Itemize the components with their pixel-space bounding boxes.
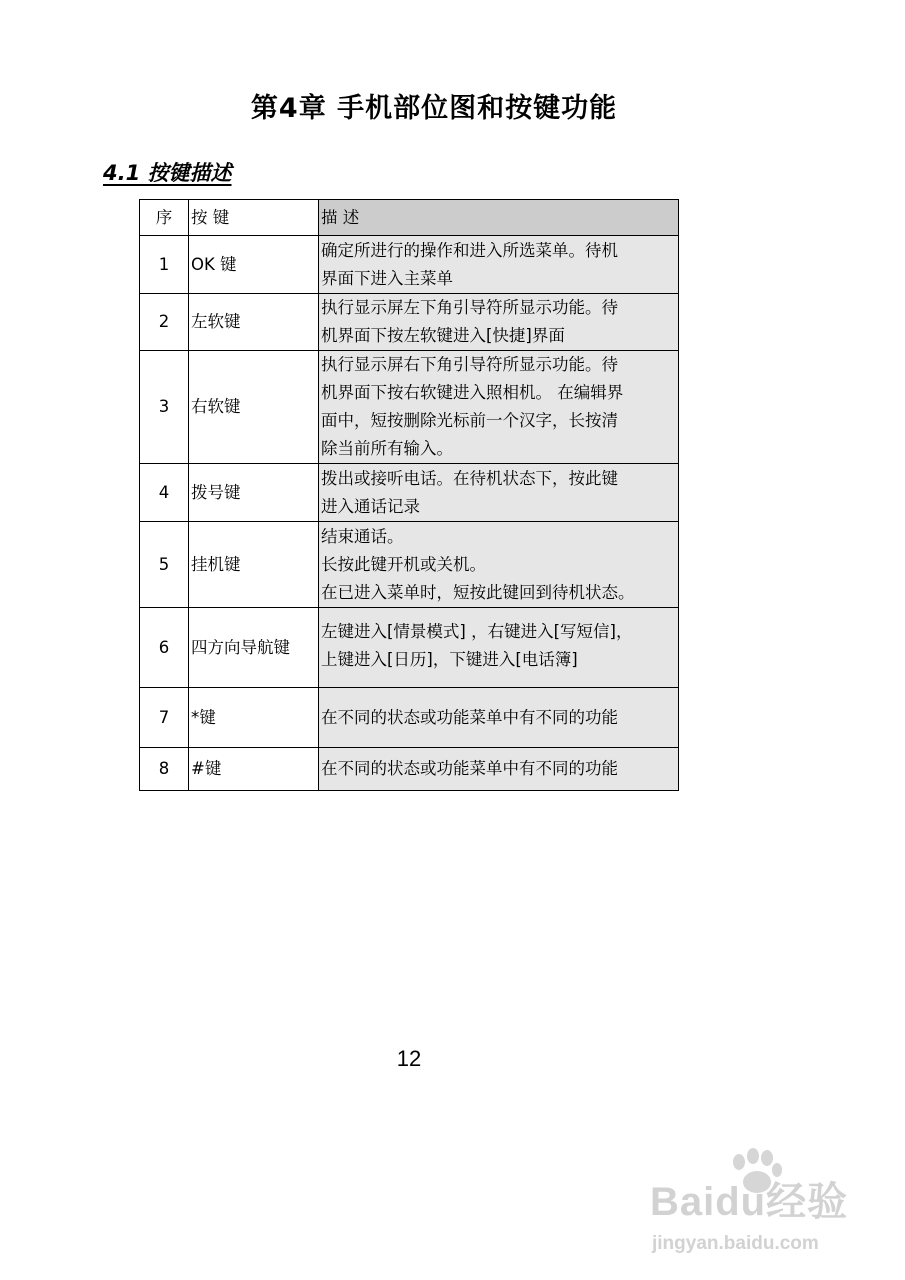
row-no: 8	[140, 748, 189, 791]
table-header-row	[140, 200, 679, 236]
row-key: *键	[189, 688, 319, 748]
row-key: OK 键	[189, 236, 319, 294]
row-no: 7	[140, 688, 189, 748]
row-key: 挂机键	[189, 522, 319, 608]
row-desc: 在不同的状态或功能菜单中有不同的功能	[319, 688, 679, 748]
header-key: 按 键	[189, 200, 319, 236]
table-row	[140, 608, 679, 688]
row-desc: 执行显示屏右下角引导符所显示功能。待 机界面下按右软键进入照相机。 在编辑界 面中，短按删除光标前一个汉字，长按清 除当前所有输入。	[319, 351, 679, 464]
table-row	[140, 236, 679, 294]
row-desc: 左键进入[情景模式] ，右键进入[写短信]， 上键进入[日历]，下键进入[电话簿]	[319, 608, 679, 688]
key-description-table	[139, 199, 679, 791]
row-no: 2	[140, 294, 189, 351]
table-row	[140, 294, 679, 351]
row-desc: 执行显示屏左下角引导符所显示功能。待 机界面下按左软键进入[快捷]界面	[319, 294, 679, 351]
row-key: 左软键	[189, 294, 319, 351]
row-key: #键	[189, 748, 319, 791]
row-no: 1	[140, 236, 189, 294]
row-desc: 结束通话。 长按此键开机或关机。 在已进入菜单时，短按此键回到待机状态。	[319, 522, 679, 608]
row-key: 右软键	[189, 351, 319, 464]
row-desc: 在不同的状态或功能菜单中有不同的功能	[319, 748, 679, 791]
page-number: 12	[396, 1046, 422, 1071]
header-no: 序	[140, 200, 189, 236]
row-no: 4	[140, 464, 189, 522]
row-key: 四方向导航键	[189, 608, 319, 688]
row-desc: 确定所进行的操作和进入所选菜单。待机 界面下进入主菜单	[319, 236, 679, 294]
row-desc: 拨出或接听电话。在待机状态下，按此键 进入通话记录	[319, 464, 679, 522]
watermark-url: jingyan.baidu.com	[652, 1233, 819, 1254]
row-no: 6	[140, 608, 189, 688]
header-desc: 描 述	[319, 200, 679, 236]
table-row	[140, 688, 679, 748]
table-row	[140, 522, 679, 608]
table-row	[140, 464, 679, 522]
row-no: 3	[140, 351, 189, 464]
row-no: 5	[140, 522, 189, 608]
baidu-watermark	[650, 1148, 890, 1268]
table-row	[140, 748, 679, 791]
row-key: 拨号键	[189, 464, 319, 522]
watermark-brand: Baidu经验	[650, 1180, 849, 1224]
table-row	[140, 351, 679, 464]
section-title: 4.1 按键描述	[103, 161, 232, 185]
chapter-title: 第4章 手机部位图和按键功能	[250, 93, 618, 124]
